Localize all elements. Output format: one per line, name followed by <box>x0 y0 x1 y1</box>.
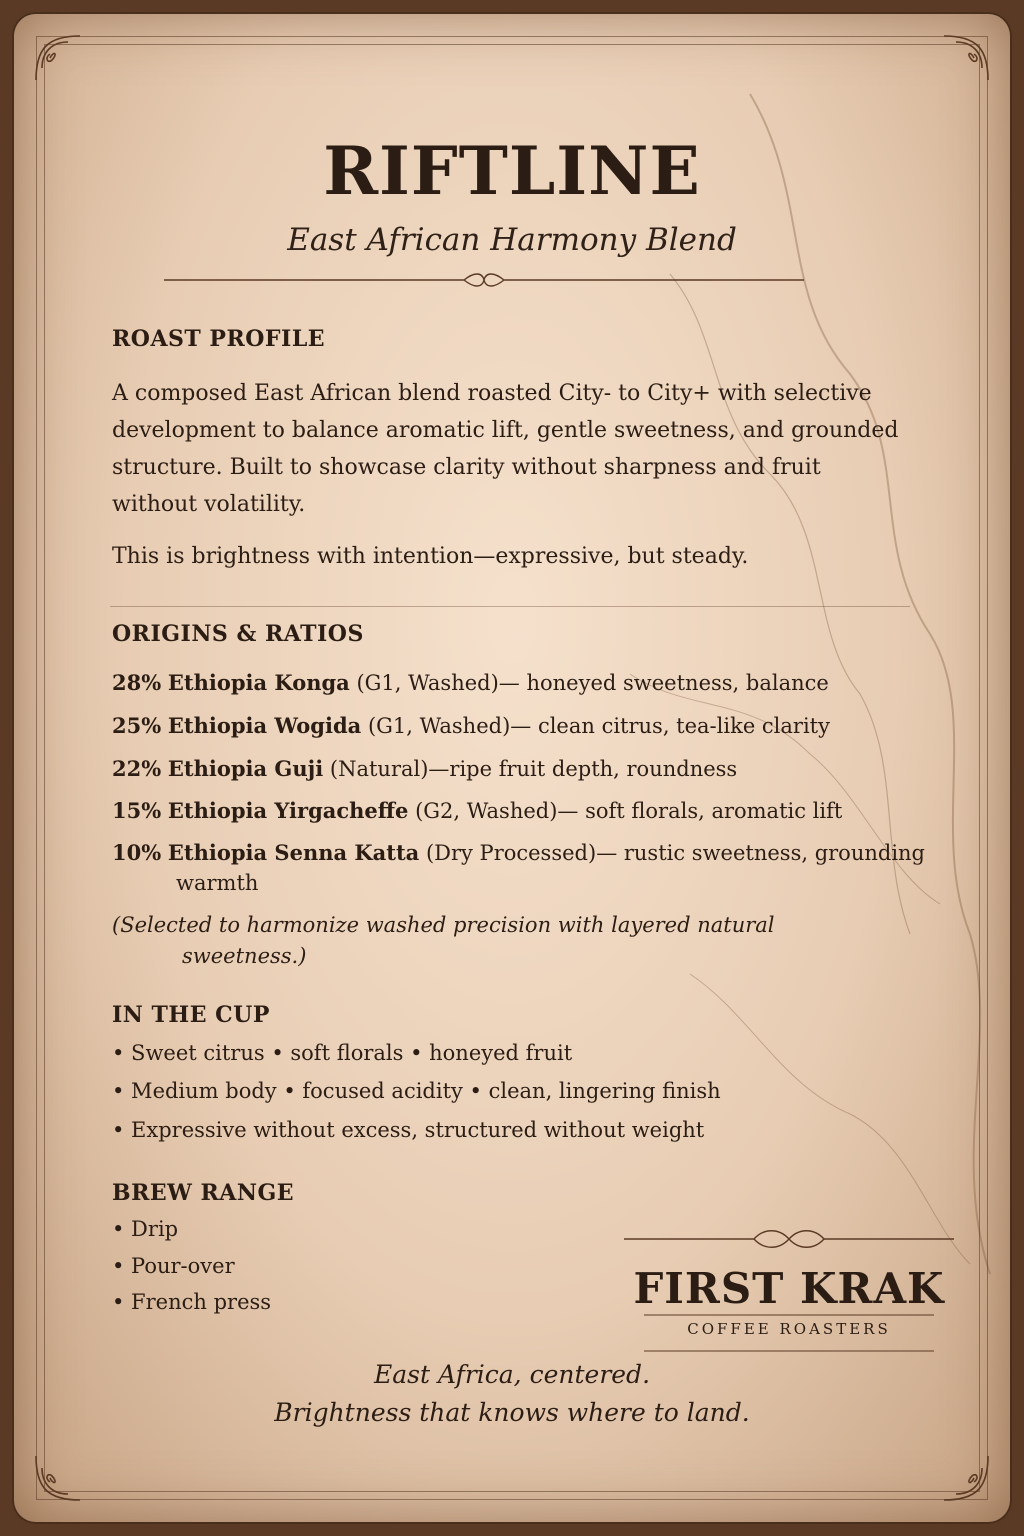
roast-profile-statement: This is brightness with intention—expressive, but steady. <box>112 544 749 569</box>
coffee-info-card <box>14 14 1010 1522</box>
flourish-divider-icon <box>164 270 804 290</box>
cup-item: • Medium body • focused acidity • clean, lingering finish <box>112 1079 721 1103</box>
page-title: RIFTLINE <box>323 132 701 210</box>
origin-pct: 25% <box>112 713 162 738</box>
origin-note: — honeyed sweetness, balance <box>498 671 829 695</box>
origin-item <box>112 796 952 826</box>
logo-bottom-rule-icon <box>624 1344 954 1358</box>
brand-logo <box>614 1220 964 1360</box>
origin-name: Ethiopia Konga <box>167 670 350 695</box>
corner-ornament-icon <box>28 1448 88 1508</box>
origin-pct: 28% <box>112 670 162 695</box>
origin-note-continued: warmth <box>176 871 259 895</box>
page-subtitle: East African Harmony Blend <box>287 222 737 258</box>
cup-item: • Expressive without excess, structured without weight <box>112 1118 705 1142</box>
corner-ornament-icon <box>936 1448 996 1508</box>
origins-heading: ORIGINS & RATIOS <box>112 621 364 647</box>
origin-item <box>112 754 952 784</box>
origins-footnote <box>112 910 892 972</box>
brew-heading: BREW RANGE <box>112 1180 295 1206</box>
roast-profile-heading: ROAST PROFILE <box>112 326 326 352</box>
origin-process: (Dry Processed) <box>425 841 597 865</box>
origin-process: (G1, Washed) <box>356 671 499 695</box>
logo-subtitle: COFFEE ROASTERS <box>687 1320 891 1338</box>
origins-footnote-line1: (Selected to harmonize washed precision with layered natural <box>112 913 775 937</box>
origin-note: — clean citrus, tea-like clarity <box>510 714 830 738</box>
origin-note: —ripe fruit depth, roundness <box>428 757 738 781</box>
logo-name: FIRST KRAK <box>633 1264 945 1313</box>
origin-item <box>112 711 952 741</box>
origin-note: — rustic sweetness, grounding <box>596 841 925 865</box>
brew-item: • French press <box>112 1290 272 1314</box>
origin-process: (G2, Washed) <box>415 799 558 823</box>
origin-pct: 15% <box>112 798 162 823</box>
corner-ornament-icon <box>936 28 996 88</box>
origin-process: (Natural) <box>329 757 429 781</box>
origin-name: Ethiopia Senna Katta <box>167 840 420 865</box>
origins-footnote-line2: sweetness.) <box>182 944 307 968</box>
origin-pct: 22% <box>112 756 162 781</box>
tagline-line1: East Africa, centered. <box>373 1360 651 1389</box>
origin-name: Ethiopia Yirgacheffe <box>167 798 409 823</box>
origin-item <box>112 668 952 698</box>
roast-profile-paragraph: A composed East African blend roasted City- to City+ with selective development to balance aromatic lift, gentle sweetness, and grounded structure. Built to showcase clarity without sharpness and fruit without volatility. <box>112 381 899 517</box>
origin-name: Ethiopia Wogida <box>167 713 362 738</box>
corner-ornament-icon <box>28 28 88 88</box>
logo-rule-icon <box>624 1312 954 1318</box>
cup-heading: IN THE CUP <box>112 1002 270 1028</box>
section-divider <box>110 606 910 607</box>
origin-note: — soft florals, aromatic lift <box>557 799 843 823</box>
brew-item: • Drip <box>112 1217 179 1241</box>
brew-item: • Pour-over <box>112 1254 235 1278</box>
origin-pct: 10% <box>112 840 162 865</box>
logo-flourish-icon <box>624 1224 954 1254</box>
origin-name: Ethiopia Guji <box>167 756 324 781</box>
origin-item <box>112 838 952 898</box>
cup-item: • Sweet citrus • soft florals • honeyed fruit <box>112 1041 573 1065</box>
tagline-line2: Brightness that knows where to land. <box>274 1398 750 1427</box>
origin-process: (G1, Washed) <box>367 714 511 738</box>
